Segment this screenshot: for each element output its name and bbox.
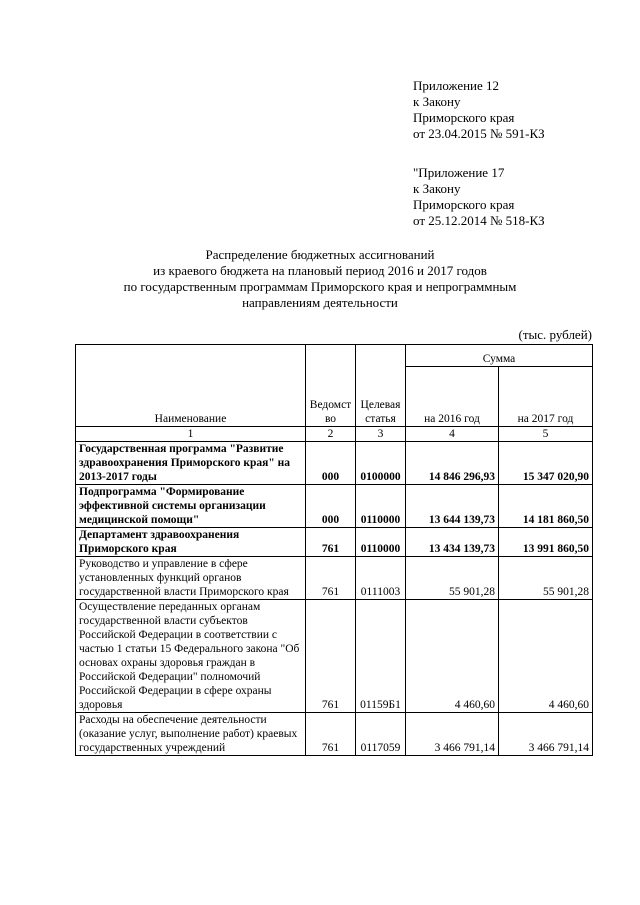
row-target: 0111003 <box>356 557 406 600</box>
title-line: по государственным программам Приморского края и непрограммным <box>123 279 517 294</box>
title-line: из краевого бюджета на плановый период 2016 и 2017 годов <box>153 263 487 278</box>
row-2017: 13 991 860,50 <box>499 528 593 557</box>
table-row <box>76 442 593 485</box>
row-2017: 4 460,60 <box>499 600 593 713</box>
row-name: Департамент здравоохранения Приморского края <box>76 528 306 557</box>
title-line: направлениям деятельности <box>242 295 398 310</box>
row-2017: 14 181 860,50 <box>499 485 593 528</box>
row-dept: 761 <box>306 557 356 600</box>
col-number: 4 <box>406 427 499 442</box>
col-number: 5 <box>499 427 593 442</box>
header-2017: на 2017 год <box>499 367 593 427</box>
table-row <box>76 557 593 600</box>
row-target: 0110000 <box>356 528 406 557</box>
appendix-line: "Приложение 17 <box>413 165 505 180</box>
appendix-line: Приморского края <box>413 110 515 125</box>
row-name: Руководство и управление в сфере установленных функций органов государственной власти Приморского края <box>76 557 306 600</box>
row-dept: 000 <box>306 485 356 528</box>
appendix-line: от 23.04.2015 № 591-КЗ <box>413 126 545 141</box>
col-number: 1 <box>76 427 306 442</box>
row-2016: 55 901,28 <box>406 557 499 600</box>
row-target: 0110000 <box>356 485 406 528</box>
table-row <box>76 485 593 528</box>
appendix-amended-law <box>413 165 545 229</box>
row-target: 01159Б1 <box>356 600 406 713</box>
row-name: Осуществление переданных органам государственной власти субъектов Российской Федерации в соответствии с частью 1 статьи 15 Федерального закона "Об основах охраны здоровья граждан в Российской Федерации" полномочий Российской Федерации в сфере охраны здоровья <box>76 600 306 713</box>
table-row <box>76 713 593 756</box>
appendix-line: Приложение 12 <box>413 78 500 93</box>
title-line: Распределение бюджетных ассигнований <box>205 247 435 262</box>
row-dept: 761 <box>306 713 356 756</box>
header-dept: Ведомство <box>306 345 356 427</box>
row-name: Расходы на обеспечение деятельности (оказание услуг, выполнение работ) краевых государственных учреждений <box>76 713 306 756</box>
row-2017: 15 347 020,90 <box>499 442 593 485</box>
row-name: Государственная программа "Развитие здравоохранения Приморского края" на 2013-2017 годы <box>76 442 306 485</box>
appendix-line: Приморского края <box>413 197 515 212</box>
col-number: 2 <box>306 427 356 442</box>
row-2016: 13 434 139,73 <box>406 528 499 557</box>
table-row <box>76 600 593 713</box>
header-2016: на 2016 год <box>406 367 499 427</box>
budget-table <box>75 344 593 756</box>
row-2016: 14 846 296,93 <box>406 442 499 485</box>
table-row <box>76 528 593 557</box>
row-2016: 3 466 791,14 <box>406 713 499 756</box>
row-name: Подпрограмма "Формирование эффективной системы организации медицинской помощи" <box>76 485 306 528</box>
row-2016: 4 460,60 <box>406 600 499 713</box>
appendix-line: к Закону <box>413 94 461 109</box>
appendix-line: к Закону <box>413 181 461 196</box>
row-dept: 761 <box>306 528 356 557</box>
appendix-line: от 25.12.2014 № 518-КЗ <box>413 213 545 228</box>
document-title <box>60 247 580 311</box>
col-number: 3 <box>356 427 406 442</box>
row-2017: 3 466 791,14 <box>499 713 593 756</box>
row-2016: 13 644 139,73 <box>406 485 499 528</box>
units-label: (тыс. рублей) <box>518 327 592 342</box>
row-target: 0117059 <box>356 713 406 756</box>
header-sum: Сумма <box>406 345 593 367</box>
header-target: Целевая статья <box>356 345 406 427</box>
header-name: Наименование <box>76 345 306 427</box>
row-2017: 55 901,28 <box>499 557 593 600</box>
appendix-current-law <box>413 78 545 142</box>
row-dept: 761 <box>306 600 356 713</box>
row-target: 0100000 <box>356 442 406 485</box>
row-dept: 000 <box>306 442 356 485</box>
